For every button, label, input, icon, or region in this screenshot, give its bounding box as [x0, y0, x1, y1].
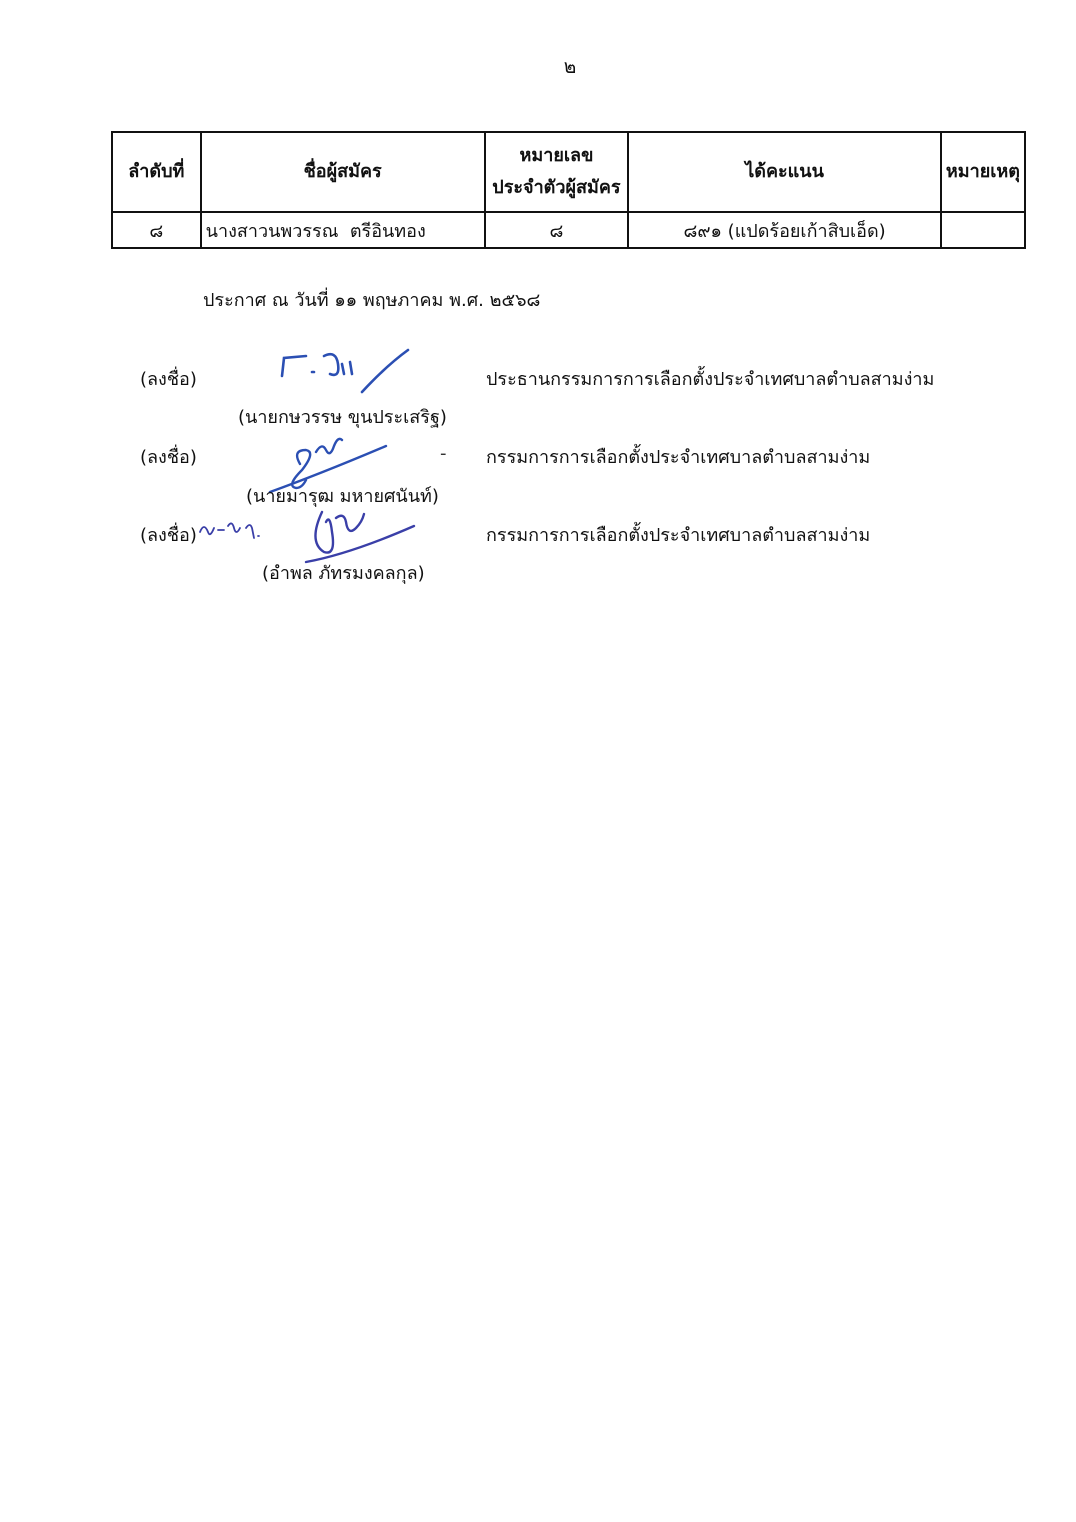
- header-candidate-number-line1: หมายเลข: [519, 145, 594, 166]
- cell-score: ๘๙๑ (แปดร้อยเก้าสิบเอ็ด): [628, 212, 941, 248]
- header-candidate-number: [485, 132, 629, 212]
- header-candidate-number-line2: ประจำตัวผู้สมัคร: [492, 177, 621, 198]
- signature-name-2: (นายมารุฒ มหายศนันท์): [246, 486, 439, 507]
- header-order: ลำดับที่: [112, 132, 201, 212]
- initials-mark-3: [196, 512, 266, 546]
- header-name: ชื่อผู้สมัคร: [201, 132, 485, 212]
- table-row: [112, 212, 1025, 248]
- cell-name: นางสาวนพวรรณ ตรีอินทอง: [201, 212, 485, 248]
- header-score: ได้คะแนน: [628, 132, 941, 212]
- cell-candidate-number: ๘: [485, 212, 629, 248]
- cell-order: ๘: [112, 212, 201, 248]
- announcement-date: ประกาศ ณ วันที่ ๑๑ พฤษภาคม พ.ศ. ๒๕๖๘: [203, 290, 541, 311]
- header-note: หมายเหตุ: [941, 132, 1025, 212]
- signature-name-3: (อำพล ภัทรมงคลกุล): [262, 563, 425, 584]
- signature-name-1: (นายกษวรรษ ขุนประเสริฐ): [238, 407, 447, 428]
- signature-role-2: กรรมการการเลือกตั้งประจำเทศบาลตำบลสามง่าม: [486, 447, 871, 468]
- signature-label-2: (ลงชื่อ): [140, 447, 197, 468]
- dash-mark: -: [440, 443, 447, 464]
- results-table: [111, 131, 1026, 249]
- signature-label-1: (ลงชื่อ): [140, 369, 197, 390]
- signature-label-3: (ลงชื่อ): [140, 525, 197, 546]
- signature-role-3: กรรมการการเลือกตั้งประจำเทศบาลตำบลสามง่าม: [486, 525, 871, 546]
- cell-note: [941, 212, 1025, 248]
- signature-role-1: ประธานกรรมการการเลือกตั้งประจำเทศบาลตำบลสามง่าม: [486, 369, 935, 390]
- page-number: ๒: [563, 56, 577, 78]
- table-header-row: [112, 132, 1025, 212]
